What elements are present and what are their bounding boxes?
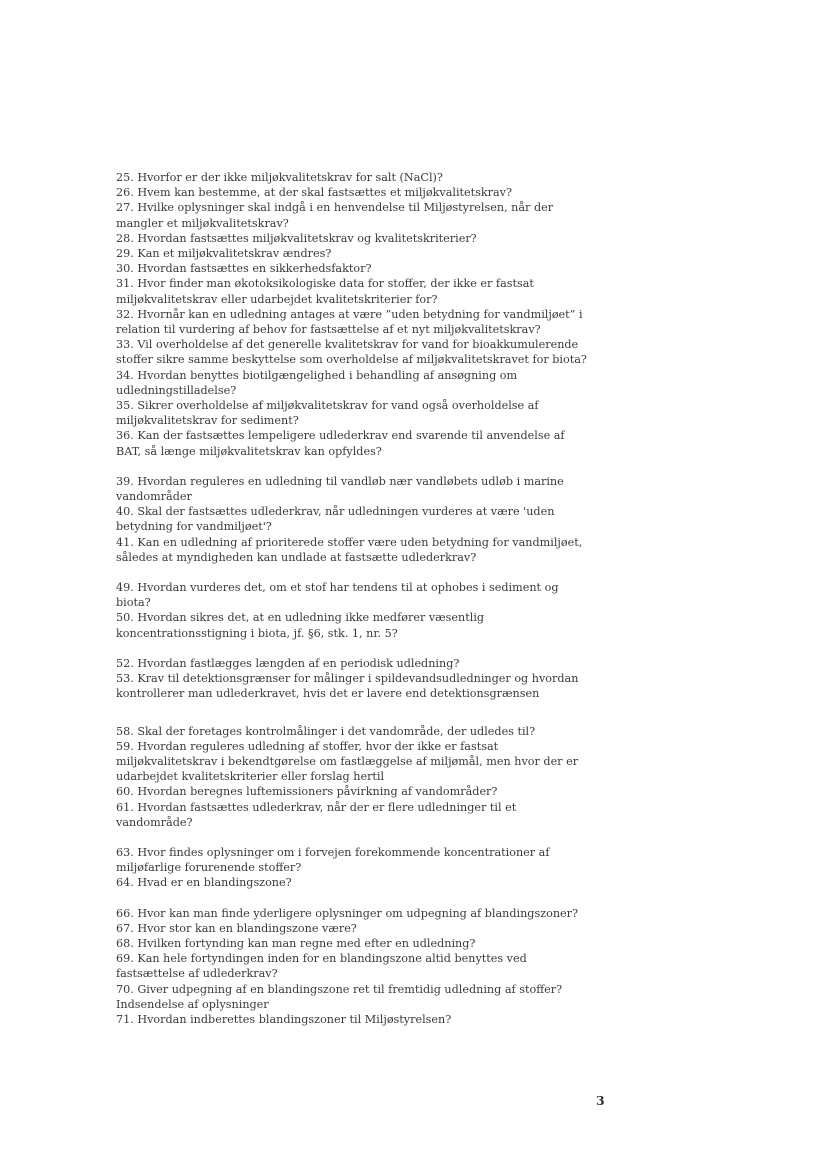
list-item: 59. Hvordan reguleres udledning af stoffer, hvor der ikke er fastsat miljøkvalitetskrav i bekendtgørelse om fastlæggelse af miljømål, men hvor der er udarbejdet kvalitetskriterier eller forslag hertil xyxy=(116,739,579,784)
list-item: 41. Kan en udledning af prioriterede stoffer være uden betydning for vandmiljøet, således at myndigheden kan undlade at fastsætte udlederkrav? xyxy=(116,535,583,564)
list-item: 50. Hvordan sikres det, at en udledning ikke medfører væsentlig koncentrationsstigning i biota, jf. §6, stk. 1, nr. 5? xyxy=(116,611,485,640)
list-item: 66. Hvor kan man finde yderligere oplysninger om udpegning af blandingszoner? xyxy=(116,906,578,920)
list-item: 67. Hvor stor kan en blandingszone være? xyxy=(116,921,357,935)
list-item: 30. Hvordan fastsættes en sikkerhedsfaktor? xyxy=(116,262,372,276)
list-item: 33. Vil overholdelse af det generelle kvalitetskrav for vand for bioakkumulerende stoffer sikre samme beskyttelse som overholdelse af miljøkvalitetskravet for biota? xyxy=(116,338,587,367)
question-group-3 xyxy=(116,580,616,641)
list-item: 36. Kan der fastsættes lempeligere udlederkrav end svarende til anvendelse af BAT, så længe miljøkvalitetskrav kan opfyldes? xyxy=(116,429,565,458)
list-item: 26. Hvem kan bestemme, at der skal fastsættes et miljøkvalitetskrav? xyxy=(116,186,512,200)
list-item: 58. Skal der foretages kontrolmålinger i det vandområde, der udledes til? xyxy=(116,724,536,738)
page-number: 3 xyxy=(596,1093,605,1108)
list-item: 49. Hvordan vurderes det, om et stof har tendens til at ophobes i sediment og biota? xyxy=(116,581,559,610)
question-group-1 xyxy=(116,170,616,459)
list-item: 53. Krav til detektionsgrænser for målinger i spildevandsudledninger og hvordan kontrollerer man udlederkravet, hvis det er lavere end detektionsgrænsen xyxy=(116,672,579,701)
list-item: 34. Hvordan benyttes biotilgængelighed i behandling af ansøgning om udledningstilladelse? xyxy=(116,368,518,397)
question-list xyxy=(116,170,616,1027)
list-item: 27. Hvilke oplysninger skal indgå i en henvendelse til Miljøstyrelsen, når der mangler et miljøkvalitetskrav? xyxy=(116,201,554,230)
list-item: 35. Sikrer overholdelse af miljøkvalitetskrav for vand også overholdelse af miljøkvalitetskrav for sediment? xyxy=(116,399,539,428)
question-group-4 xyxy=(116,656,616,702)
question-group-2 xyxy=(116,474,616,565)
list-item: 52. Hvordan fastlægges længden af en periodisk udledning? xyxy=(116,656,460,670)
list-item: 71. Hvordan indberettes blandingszoner til Miljøstyrelsen? xyxy=(116,1012,452,1026)
question-group-5 xyxy=(116,724,616,830)
question-group-6 xyxy=(116,845,616,891)
list-item: 32. Hvornår kan en udledning antages at være ”uden betydning for vandmiljøet” i relation til vurdering af behov for fastsættelse af et nyt miljøkvalitetskrav? xyxy=(116,307,583,337)
list-item: 70. Giver udpegning af en blandingszone ret til fremtidig udledning af stoffer? Indsendelse af oplysninger xyxy=(116,982,563,1011)
list-item: 25. Hvorfor er der ikke miljøkvalitetskrav for salt (NaCl)? xyxy=(116,171,443,184)
list-item: 60. Hvordan beregnes luftemissioners påvirkning af vandområder? xyxy=(116,785,498,799)
list-item: 39. Hvordan reguleres en udledning til vandløb nær vandløbets udløb i marine vandområder xyxy=(116,474,564,504)
list-item: 69. Kan hele fortyndingen inden for en blandingszone altid benyttes ved fastsættelse af udlederkrav? xyxy=(116,952,527,981)
list-item: 68. Hvilken fortynding kan man regne med efter en udledning? xyxy=(116,936,476,950)
list-item: 61. Hvordan fastsættes udlederkrav, når der er flere udledninger til et vandområde? xyxy=(116,800,517,829)
list-item: 29. Kan et miljøkvalitetskrav ændres? xyxy=(116,247,332,261)
list-item: 63. Hvor findes oplysninger om i forvejen forekommende koncentrationer af miljøfarlige forurenende stoffer? xyxy=(116,845,550,875)
list-item: 40. Skal der fastsættes udlederkrav, når udledningen vurderes at være 'uden betydning for vandmiljøet'? xyxy=(116,505,555,534)
list-item: 31. Hvor finder man økotoksikologiske data for stoffer, der ikke er fastsat miljøkvalitetskrav eller udarbejdet kvalitetskriterier for? xyxy=(116,277,534,306)
list-item: 64. Hvad er en blandingszone? xyxy=(116,876,292,890)
list-item: 28. Hvordan fastsættes miljøkvalitetskrav og kvalitetskriterier? xyxy=(116,231,477,245)
question-group-7 xyxy=(116,906,616,1028)
